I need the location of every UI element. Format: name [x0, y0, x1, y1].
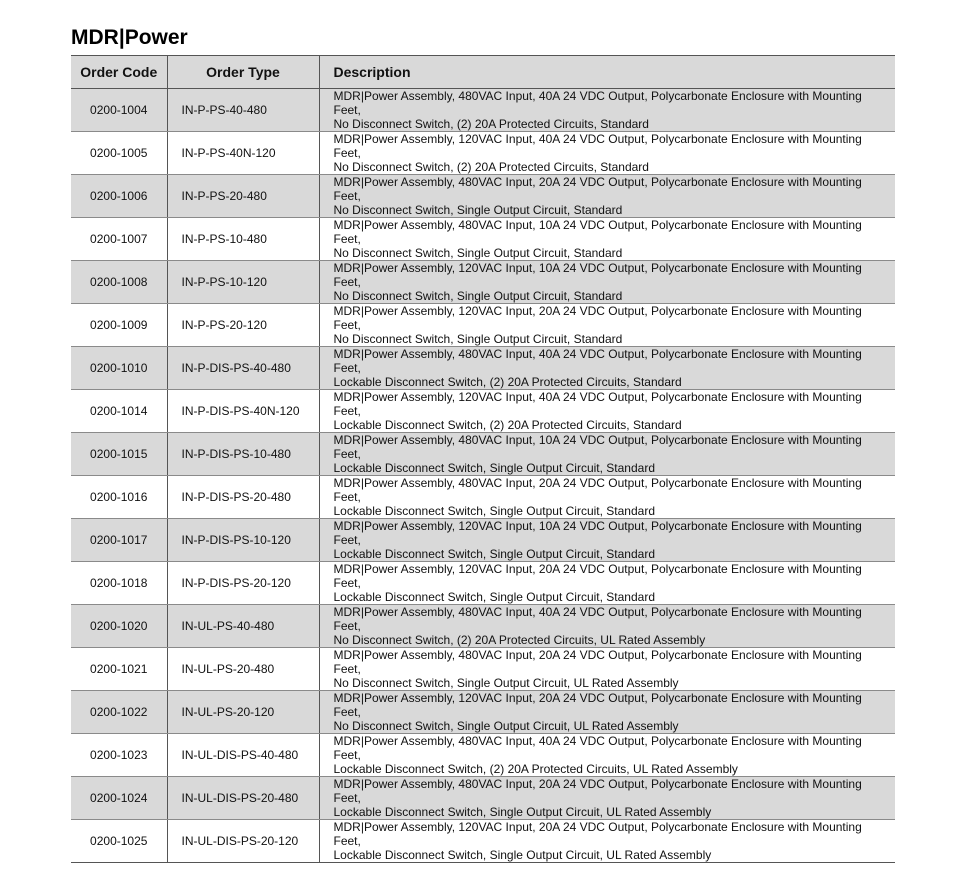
description-line-1: MDR|Power Assembly, 480VAC Input, 10A 24 VDC Output, Polycarbonate Enclosure with Mounting Feet,	[333, 218, 862, 246]
description-cell	[319, 519, 895, 562]
description-line-2: Lockable Disconnect Switch, Single Output Circuit, UL Rated Assembly	[333, 805, 712, 819]
table-row	[71, 777, 895, 820]
description-line-2: Lockable Disconnect Switch, Single Output Circuit, Standard	[333, 504, 655, 518]
description-line-2: No Disconnect Switch, Single Output Circuit, UL Rated Assembly	[333, 676, 679, 690]
description-line-2: Lockable Disconnect Switch, Single Output Circuit, Standard	[333, 461, 655, 475]
description-cell	[319, 132, 895, 175]
description-line-2: Lockable Disconnect Switch, Single Output Circuit, Standard	[333, 547, 655, 561]
order-code-cell: 0200-1006	[71, 175, 167, 218]
table-row	[71, 648, 895, 691]
description-line-2: No Disconnect Switch, Single Output Circuit, Standard	[333, 246, 623, 260]
order-type-cell: IN-UL-PS-40-480	[167, 605, 319, 648]
description-line-2: No Disconnect Switch, (2) 20A Protected Circuits, Standard	[333, 117, 649, 131]
order-code-cell: 0200-1020	[71, 605, 167, 648]
description-line-2: Lockable Disconnect Switch, (2) 20A Protected Circuits, UL Rated Assembly	[333, 762, 738, 776]
description-line-1: MDR|Power Assembly, 120VAC Input, 40A 24 VDC Output, Polycarbonate Enclosure with Mounting Feet,	[333, 390, 862, 418]
order-type-cell: IN-P-DIS-PS-40N-120	[167, 390, 319, 433]
description-line-2: No Disconnect Switch, Single Output Circuit, Standard	[333, 203, 623, 217]
description-cell	[319, 175, 895, 218]
description-line-1: MDR|Power Assembly, 120VAC Input, 20A 24 VDC Output, Polycarbonate Enclosure with Mounting Feet,	[333, 691, 862, 719]
description-line-1: MDR|Power Assembly, 480VAC Input, 20A 24 VDC Output, Polycarbonate Enclosure with Mounting Feet,	[333, 648, 862, 676]
description-line-1: MDR|Power Assembly, 480VAC Input, 20A 24 VDC Output, Polycarbonate Enclosure with Mounting Feet,	[333, 175, 862, 203]
description-line-2: Lockable Disconnect Switch, (2) 20A Protected Circuits, Standard	[333, 375, 682, 389]
description-line-1: MDR|Power Assembly, 120VAC Input, 10A 24 VDC Output, Polycarbonate Enclosure with Mounting Feet,	[333, 519, 862, 547]
description-cell	[319, 304, 895, 347]
order-code-cell: 0200-1022	[71, 691, 167, 734]
table-row	[71, 476, 895, 519]
description-line-2: No Disconnect Switch, Single Output Circuit, Standard	[333, 289, 623, 303]
description-line-2: No Disconnect Switch, Single Output Circuit, UL Rated Assembly	[333, 719, 679, 733]
order-type-cell: IN-P-DIS-PS-20-120	[167, 562, 319, 605]
description-cell	[319, 777, 895, 820]
table-body	[71, 89, 895, 863]
table-row	[71, 605, 895, 648]
order-code-cell: 0200-1017	[71, 519, 167, 562]
order-type-cell: IN-UL-PS-20-480	[167, 648, 319, 691]
order-type-cell: IN-P-PS-40N-120	[167, 132, 319, 175]
column-header-order-code: Order Code	[71, 56, 167, 89]
description-line-1: MDR|Power Assembly, 480VAC Input, 20A 24 VDC Output, Polycarbonate Enclosure with Mounting Feet,	[333, 476, 862, 504]
order-code-cell: 0200-1004	[71, 89, 167, 132]
description-cell	[319, 433, 895, 476]
table-row	[71, 433, 895, 476]
table-row	[71, 218, 895, 261]
description-line-2: Lockable Disconnect Switch, Single Output Circuit, UL Rated Assembly	[333, 848, 712, 862]
order-type-cell: IN-P-PS-20-120	[167, 304, 319, 347]
description-cell	[319, 89, 895, 132]
description-cell	[319, 648, 895, 691]
order-code-cell: 0200-1015	[71, 433, 167, 476]
description-line-2: Lockable Disconnect Switch, (2) 20A Protected Circuits, Standard	[333, 418, 682, 432]
description-cell	[319, 476, 895, 519]
description-line-1: MDR|Power Assembly, 120VAC Input, 20A 24 VDC Output, Polycarbonate Enclosure with Mounting Feet,	[333, 820, 862, 848]
table-row	[71, 562, 895, 605]
order-type-cell: IN-P-DIS-PS-20-480	[167, 476, 319, 519]
description-line-1: MDR|Power Assembly, 480VAC Input, 20A 24 VDC Output, Polycarbonate Enclosure with Mounting Feet,	[333, 777, 862, 805]
description-cell	[319, 691, 895, 734]
order-type-cell: IN-UL-DIS-PS-40-480	[167, 734, 319, 777]
order-type-cell: IN-UL-DIS-PS-20-120	[167, 820, 319, 863]
description-line-1: MDR|Power Assembly, 120VAC Input, 20A 24 VDC Output, Polycarbonate Enclosure with Mounting Feet,	[333, 304, 862, 332]
table-row	[71, 820, 895, 863]
description-line-2: No Disconnect Switch, Single Output Circuit, Standard	[333, 332, 623, 346]
order-type-cell: IN-P-PS-10-120	[167, 261, 319, 304]
column-header-order-type: Order Type	[167, 56, 319, 89]
description-cell	[319, 390, 895, 433]
order-code-cell: 0200-1025	[71, 820, 167, 863]
table-row	[71, 132, 895, 175]
order-type-cell: IN-P-DIS-PS-10-120	[167, 519, 319, 562]
order-type-cell: IN-P-PS-40-480	[167, 89, 319, 132]
table-row	[71, 519, 895, 562]
column-header-description: Description	[319, 56, 895, 89]
description-line-2: No Disconnect Switch, (2) 20A Protected Circuits, Standard	[333, 160, 649, 174]
description-line-1: MDR|Power Assembly, 120VAC Input, 10A 24 VDC Output, Polycarbonate Enclosure with Mounting Feet,	[333, 261, 862, 289]
table-row	[71, 390, 895, 433]
order-code-cell: 0200-1014	[71, 390, 167, 433]
order-code-cell: 0200-1016	[71, 476, 167, 519]
table-header-row	[71, 56, 895, 89]
description-line-1: MDR|Power Assembly, 480VAC Input, 40A 24 VDC Output, Polycarbonate Enclosure with Mounting Feet,	[333, 347, 862, 375]
table-row	[71, 304, 895, 347]
order-code-cell: 0200-1009	[71, 304, 167, 347]
description-cell	[319, 605, 895, 648]
description-cell	[319, 562, 895, 605]
order-type-cell: IN-P-PS-10-480	[167, 218, 319, 261]
order-code-cell: 0200-1023	[71, 734, 167, 777]
table-row	[71, 261, 895, 304]
table-row	[71, 347, 895, 390]
order-code-cell: 0200-1007	[71, 218, 167, 261]
order-code-cell: 0200-1008	[71, 261, 167, 304]
description-line-2: No Disconnect Switch, (2) 20A Protected Circuits, UL Rated Assembly	[333, 633, 706, 647]
table-row	[71, 691, 895, 734]
table-row	[71, 734, 895, 777]
page-title: MDR|Power	[71, 26, 188, 49]
order-type-cell: IN-UL-DIS-PS-20-480	[167, 777, 319, 820]
description-line-2: Lockable Disconnect Switch, Single Output Circuit, Standard	[333, 590, 655, 604]
order-code-cell: 0200-1021	[71, 648, 167, 691]
product-table	[71, 55, 895, 863]
order-type-cell: IN-P-DIS-PS-40-480	[167, 347, 319, 390]
description-line-1: MDR|Power Assembly, 120VAC Input, 20A 24 VDC Output, Polycarbonate Enclosure with Mounting Feet,	[333, 562, 862, 590]
description-line-1: MDR|Power Assembly, 480VAC Input, 40A 24 VDC Output, Polycarbonate Enclosure with Mounting Feet,	[333, 605, 862, 633]
description-line-1: MDR|Power Assembly, 120VAC Input, 40A 24 VDC Output, Polycarbonate Enclosure with Mounting Feet,	[333, 132, 862, 160]
description-cell	[319, 734, 895, 777]
order-code-cell: 0200-1010	[71, 347, 167, 390]
order-code-cell: 0200-1024	[71, 777, 167, 820]
order-code-cell: 0200-1005	[71, 132, 167, 175]
description-cell	[319, 261, 895, 304]
order-code-cell: 0200-1018	[71, 562, 167, 605]
description-line-1: MDR|Power Assembly, 480VAC Input, 40A 24 VDC Output, Polycarbonate Enclosure with Mounting Feet,	[333, 89, 862, 117]
order-type-cell: IN-P-DIS-PS-10-480	[167, 433, 319, 476]
description-line-1: MDR|Power Assembly, 480VAC Input, 40A 24 VDC Output, Polycarbonate Enclosure with Mounting Feet,	[333, 734, 862, 762]
description-cell	[319, 347, 895, 390]
table-row	[71, 89, 895, 132]
description-line-1: MDR|Power Assembly, 480VAC Input, 10A 24 VDC Output, Polycarbonate Enclosure with Mounting Feet,	[333, 433, 862, 461]
order-type-cell: IN-P-PS-20-480	[167, 175, 319, 218]
description-cell	[319, 820, 895, 863]
table-row	[71, 175, 895, 218]
description-cell	[319, 218, 895, 261]
order-type-cell: IN-UL-PS-20-120	[167, 691, 319, 734]
